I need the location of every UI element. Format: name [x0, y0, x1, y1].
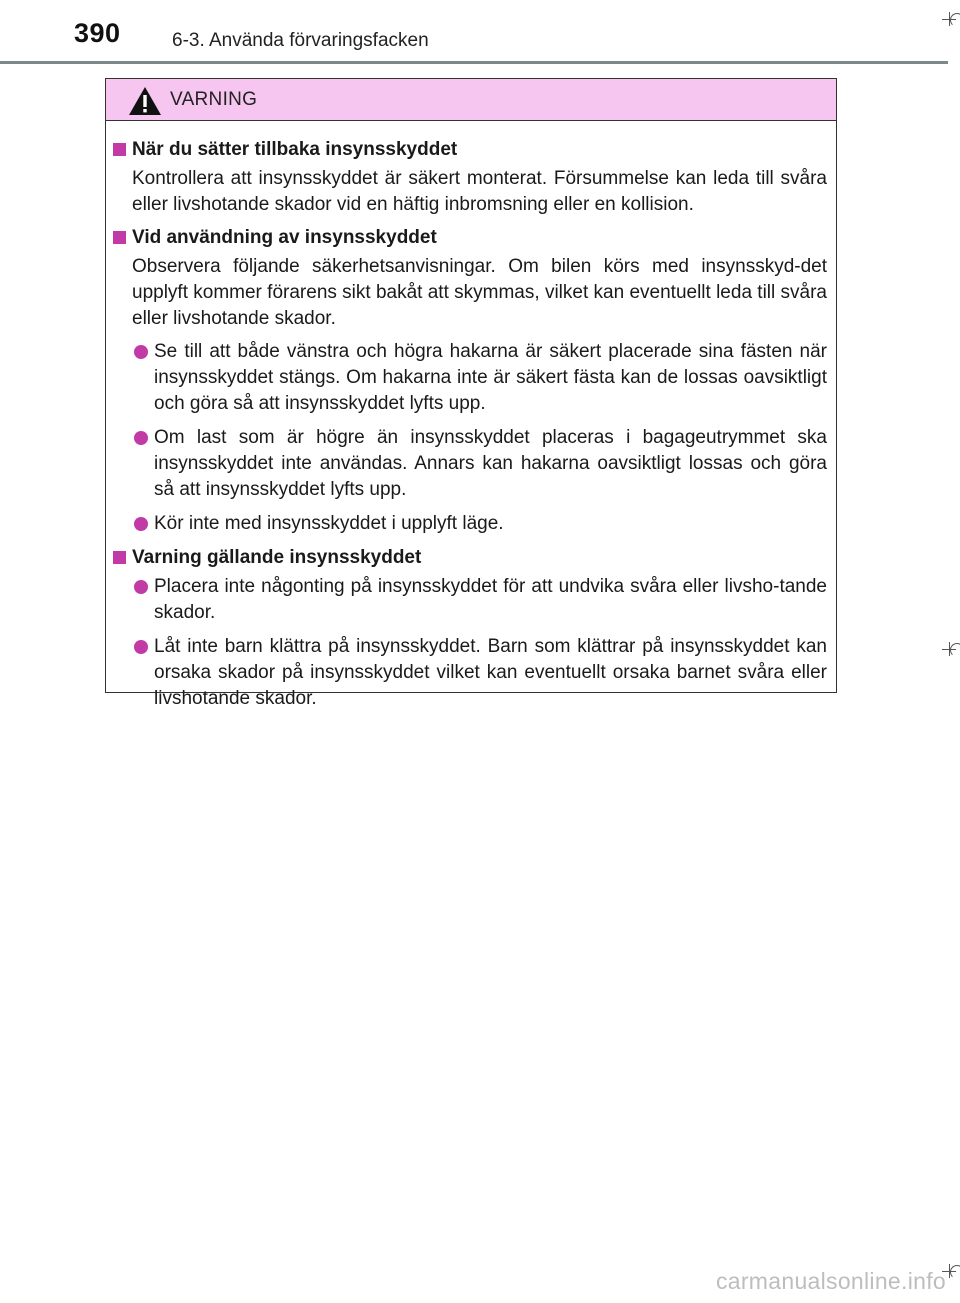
circle-bullet-icon [134, 345, 148, 359]
bullet-text: Om last som är högre än insynsskyddet placeras i bagageutrymmet ska insynsskyddet inte användas. Annars kan hakarna oavsiktligt lossas och göra så att insynsskyddet lyfts upp. [154, 427, 827, 500]
section-heading-text: Vid användning av insynsskyddet [132, 227, 437, 248]
bullet-text: Se till att både vänstra och högra hakarna är säkert placerade sina fästen när insynsskyddet stängs. Om hakarna inte är säkert fästa kan de lossas oavsiktligt och göra så att insynsskyddet lyfts upp. [154, 341, 827, 414]
square-bullet-icon [113, 551, 126, 564]
section-heading [112, 137, 827, 163]
warning-label: VARNING [170, 89, 258, 110]
bullet-item [112, 425, 827, 503]
warning-section [112, 545, 827, 712]
circle-bullet-icon [134, 517, 148, 531]
bullet-item [112, 339, 827, 417]
section-heading [112, 225, 827, 251]
warning-section [112, 225, 827, 537]
bullet-text: Placera inte någonting på insynsskyddet för att undvika svåra eller livsho-tande skador. [154, 576, 827, 623]
watermark: carmanualsonline.info [715, 1268, 946, 1294]
warning-section [112, 137, 827, 218]
section-heading-text: När du sätter tillbaka insynsskyddet [132, 139, 458, 160]
circle-bullet-icon [134, 431, 148, 445]
section-title: 6-3. Använda förvaringsfacken [172, 30, 429, 51]
bullet-item [112, 574, 827, 626]
square-bullet-icon [113, 231, 126, 244]
warning-triangle-icon [128, 86, 162, 116]
warning-body [106, 121, 836, 712]
warning-header [106, 79, 836, 121]
page-number: 390 [74, 18, 121, 48]
circle-bullet-icon [134, 580, 148, 594]
header-rule [0, 61, 948, 64]
section-text: Kontrollera att insynsskyddet är säkert monterat. Försummelse kan leda till svåra eller livshotande skador vid en häftig inbromsning eller en kollision. [132, 168, 827, 215]
warning-box [105, 78, 837, 709]
section-text: Observera följande säkerhetsanvisningar. Om bilen körs med insynsskyd-det upplyft kommer förarens sikt bakåt att skymmas, vilket kan eventuellt leda till svåra eller livshotande skador. [132, 256, 827, 329]
bullet-text: Låt inte barn klättra på insynsskyddet. Barn som klättrar på insynsskyddet kan orsaka skador på insynsskyddet vilket kan eventuellt orsaka barnet svåra eller livshotande skador. [154, 636, 827, 709]
bullet-item [112, 634, 827, 712]
bullet-item [112, 511, 827, 537]
section-heading-text: Varning gällande insynsskyddet [132, 547, 422, 568]
bullet-text: Kör inte med insynsskyddet i upplyft läge. [154, 513, 504, 534]
square-bullet-icon [113, 143, 126, 156]
circle-bullet-icon [134, 640, 148, 654]
section-heading [112, 545, 827, 571]
